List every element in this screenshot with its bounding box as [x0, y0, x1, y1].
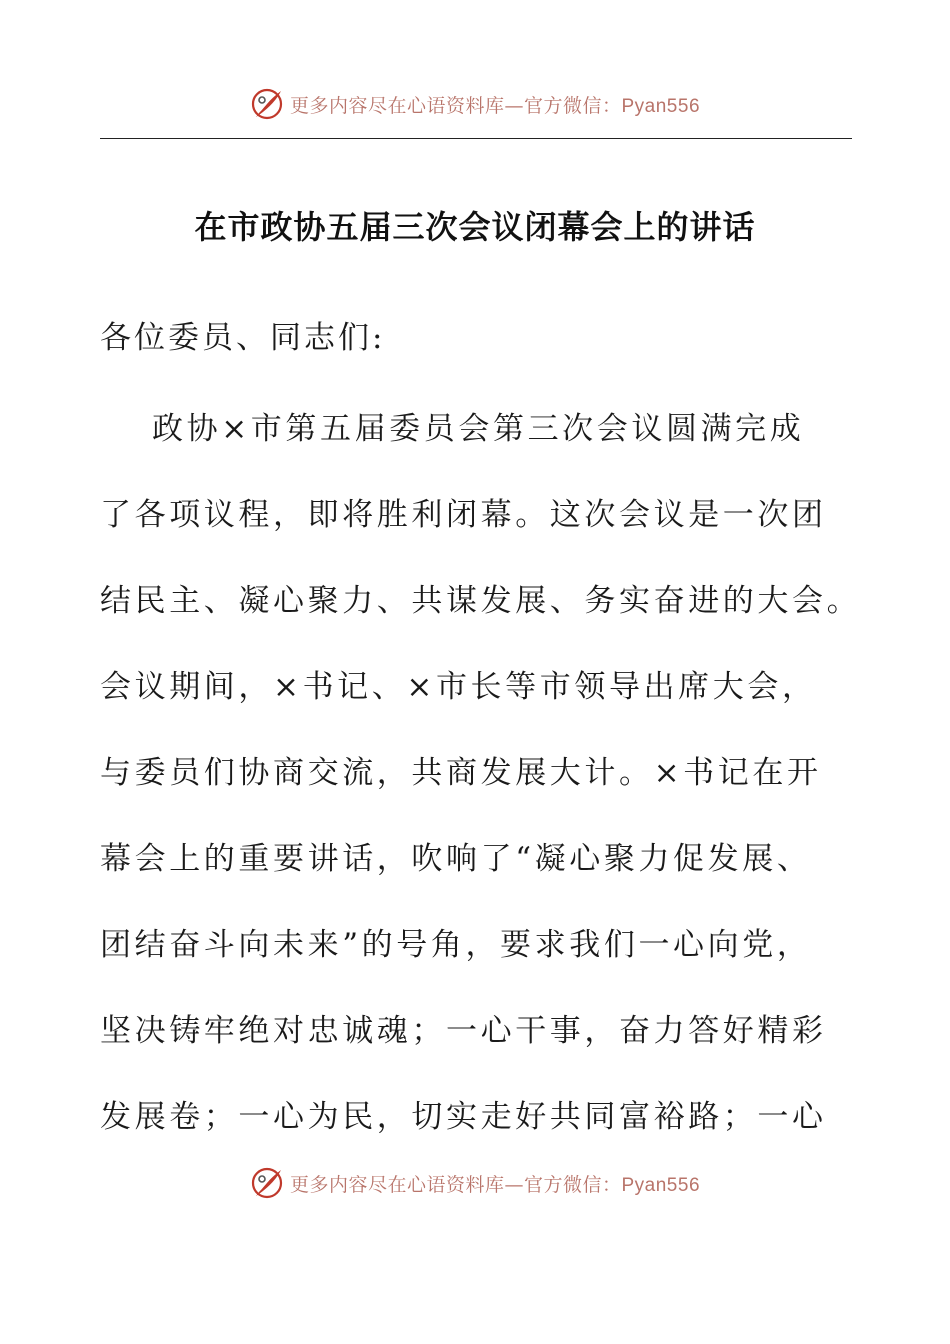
body-line: 结民主、凝心聚力、共谋发展、务实奋进的大会。 — [100, 583, 862, 619]
footer-banner-text — [290, 1170, 700, 1197]
body-line: 了各项议程，即将胜利闭幕。这次会议是一次团 — [100, 497, 827, 533]
quill-pen-logo-icon — [250, 1166, 284, 1200]
header-divider — [100, 138, 852, 139]
footer-banner — [0, 1163, 950, 1203]
body-line: 政协×市第五届委员会第三次会议圆满完成 — [152, 411, 805, 447]
body-line: 发展卷；一心为民，切实走好共同富裕路；一心 — [100, 1099, 827, 1135]
body-line: 幕会上的重要讲话，吹响了“凝心聚力促发展、 — [100, 841, 812, 877]
body-line: 会议期间，×书记、×市长等市领导出席大会， — [100, 669, 817, 705]
header-banner-label: 更多内容尽在心语资料库—官方微信： — [289, 94, 622, 117]
document-title: 在市政协五届三次会议闭幕会上的讲话 — [194, 208, 756, 246]
footer-banner-label: 更多内容尽在心语资料库—官方微信： — [289, 1173, 622, 1196]
body-line: 团结奋斗向未来”的号角，要求我们一心向党， — [100, 927, 812, 963]
body-line: 坚决铸牢绝对忠诚魂；一心干事，奋力答好精彩 — [100, 1013, 827, 1049]
header-banner — [0, 84, 950, 124]
quill-pen-logo-icon — [250, 87, 284, 121]
header-banner-text — [290, 91, 700, 118]
body-text — [100, 407, 880, 1181]
salutation: 各位委员、同志们: — [100, 320, 386, 356]
footer-wechat-id: Pyan556 — [621, 1174, 701, 1196]
body-line: 与委员们协商交流，共商发展大计。×书记在开 — [100, 755, 822, 791]
header-wechat-id: Pyan556 — [621, 95, 701, 117]
